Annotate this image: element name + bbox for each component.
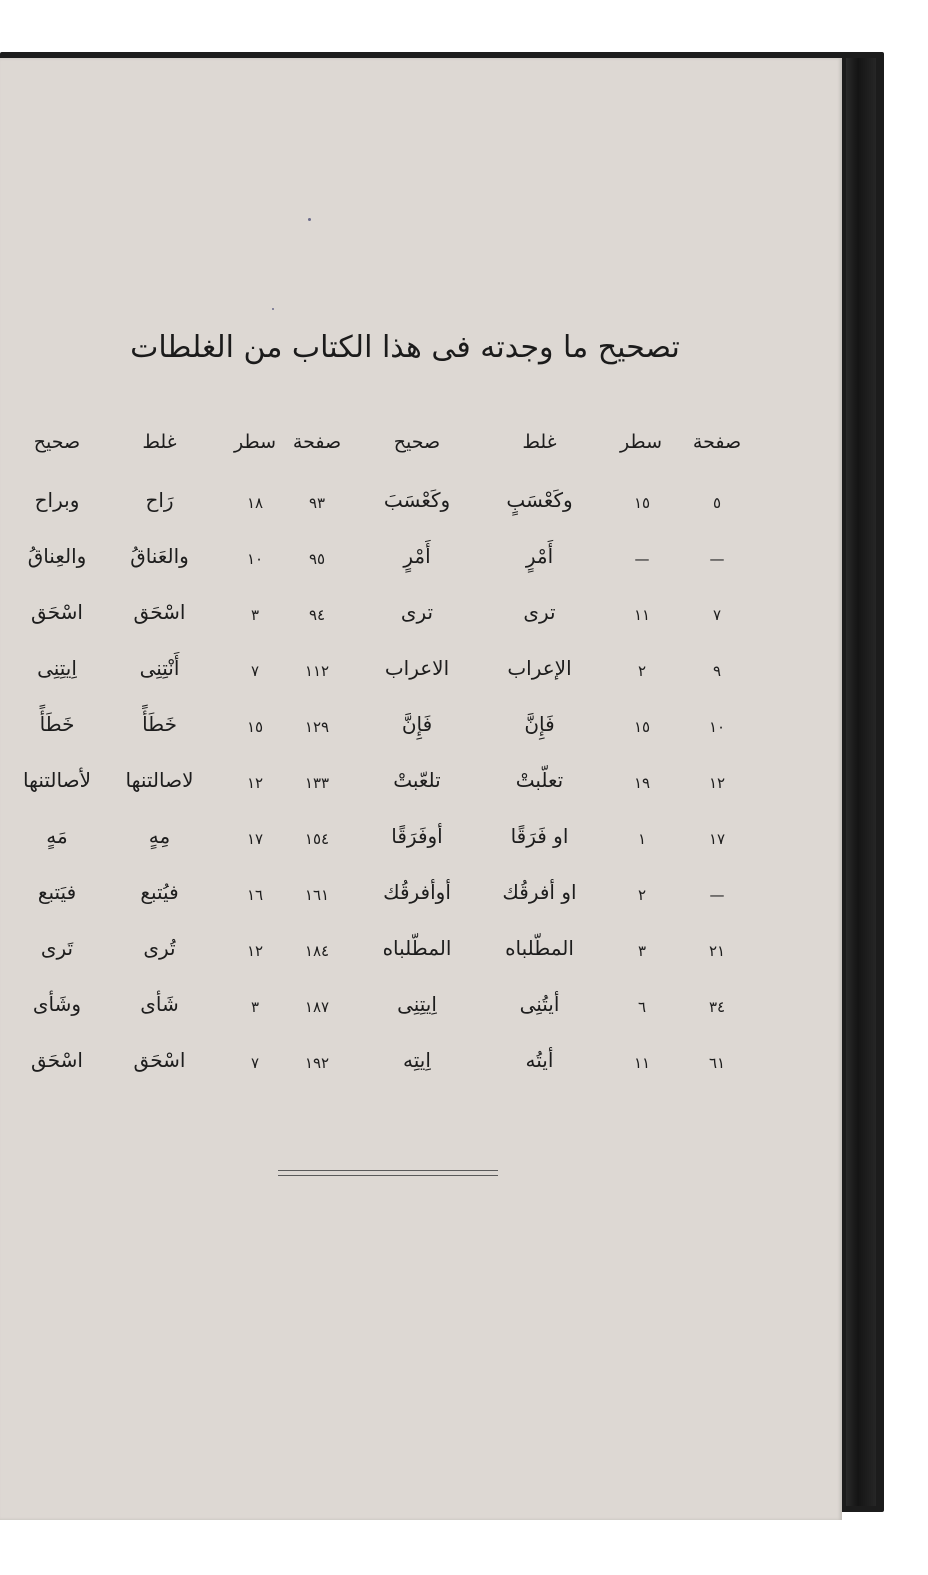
errata-cell-wrong-right: المطّلباه xyxy=(505,936,574,960)
errata-cell-wrong-left: مِهٍ xyxy=(148,824,171,848)
errata-cell-page-right: — xyxy=(709,886,725,904)
errata-cell-wrong-left: اسْحَق xyxy=(133,600,186,624)
errata-cell-page-left: ٩٤ xyxy=(308,606,326,624)
header-correct-left: صحيح xyxy=(33,431,81,453)
errata-table xyxy=(23,418,752,1092)
errata-cell-wrong-right: أيتُه xyxy=(525,1048,554,1072)
errata-cell-correct-left: مَهٍ xyxy=(46,824,68,848)
errata-cell-correct-left: اسْحَق xyxy=(31,1048,83,1072)
errata-cell-line-right: ٦ xyxy=(637,998,647,1016)
errata-cell-correct-right: أوفَرَقًا xyxy=(391,824,443,848)
header-line-left: سطر xyxy=(234,431,276,453)
errata-title-text: تصحيح ما وجدته فى هذا الكتاب من الغلطات xyxy=(130,330,680,365)
errata-cell-line-left: ١٥ xyxy=(246,718,264,736)
errata-cell-correct-right: أوأفرقُك xyxy=(383,880,451,904)
errata-row xyxy=(30,700,752,756)
errata-cell-line-left: ١٠ xyxy=(246,550,264,568)
errata-cell-line-left: ١٢ xyxy=(246,942,264,960)
errata-cell-line-left: ١٧ xyxy=(246,830,264,848)
errata-cell-wrong-left: اسْحَق xyxy=(133,1048,186,1072)
errata-cell-wrong-right: أَمْرٍ xyxy=(525,544,554,568)
errata-row xyxy=(23,756,752,812)
errata-header-row xyxy=(30,418,752,476)
header-line-right: سطر xyxy=(620,431,662,453)
closing-double-rule xyxy=(278,1170,498,1176)
errata-cell-line-right: ١ xyxy=(637,830,647,848)
errata-cell-line-left: ٧ xyxy=(250,662,260,680)
errata-cell-correct-right: الاعراب xyxy=(384,656,450,680)
errata-cell-page-left: ١٩٢ xyxy=(304,1054,330,1072)
header-page-right: صفحة xyxy=(692,431,742,453)
errata-cell-correct-left: فيَتبع xyxy=(37,880,77,904)
errata-cell-line-right: ١٥ xyxy=(633,718,651,736)
errata-cell-correct-left: لأصالتنها xyxy=(23,768,91,792)
errata-cell-page-left: ١١٢ xyxy=(304,662,330,680)
errata-cell-wrong-left: لاصالتنها xyxy=(125,768,194,792)
errata-cell-correct-right: فَإِنَّ xyxy=(401,712,433,736)
errata-cell-page-left: ٩٣ xyxy=(308,494,326,512)
errata-cell-correct-left: وشَأى xyxy=(32,992,82,1016)
errata-cell-line-left: ٣ xyxy=(250,606,260,624)
errata-cell-page-right: ١٠ xyxy=(708,718,726,736)
errata-cell-correct-right: اِيتِه xyxy=(403,1048,431,1072)
errata-cell-line-left: ١٨ xyxy=(246,494,264,512)
book-spine-edge xyxy=(846,58,876,1506)
errata-cell-correct-left: اِيتِنِى xyxy=(37,656,77,680)
errata-cell-correct-right: تلعّبتْ xyxy=(393,768,441,792)
errata-cell-correct-right: ترى xyxy=(400,600,434,624)
errata-cell-line-left: ١٢ xyxy=(246,774,264,792)
errata-row xyxy=(27,532,752,588)
errata-cell-wrong-right: وكَعْسَبٍ xyxy=(506,488,573,512)
errata-cell-wrong-left: والعَناقُ xyxy=(130,544,189,568)
errata-cell-correct-right: أَمْرٍ xyxy=(403,544,431,568)
errata-cell-line-right: ٢ xyxy=(637,886,647,904)
errata-cell-wrong-left: فيُتبع xyxy=(140,880,179,904)
errata-cell-wrong-left: رَاح xyxy=(145,488,174,512)
errata-row xyxy=(30,812,752,868)
errata-cell-correct-right: وكَعْسَبَ xyxy=(383,488,451,512)
errata-row xyxy=(30,1036,752,1092)
errata-cell-line-right: ٢ xyxy=(637,662,647,680)
errata-cell-wrong-left: أَنْتِنِى xyxy=(139,656,180,680)
header-wrong-left: غلط xyxy=(142,431,177,453)
errata-cell-correct-left: اسْحَق xyxy=(31,600,83,624)
errata-cell-wrong-right: او فَرَقًا xyxy=(510,824,569,848)
errata-cell-correct-left: وبراح xyxy=(34,488,80,512)
errata-cell-page-left: ١٨٧ xyxy=(304,998,330,1016)
errata-cell-page-left: ١٢٩ xyxy=(304,718,330,736)
page-speck xyxy=(308,218,311,221)
errata-cell-wrong-left: خَطَأً xyxy=(142,712,177,736)
errata-cell-correct-right: اِيتِنِى xyxy=(397,992,437,1016)
errata-row xyxy=(30,868,752,924)
errata-row xyxy=(30,644,752,700)
errata-cell-line-left: ٣ xyxy=(250,998,260,1016)
page-speck xyxy=(272,308,274,310)
errata-row xyxy=(30,924,752,980)
errata-title xyxy=(0,330,790,365)
errata-row xyxy=(30,476,752,532)
errata-cell-page-right: ٩ xyxy=(712,662,722,680)
errata-row xyxy=(30,588,752,644)
errata-cell-wrong-right: الإعراب xyxy=(507,656,572,680)
errata-cell-line-right: ١٥ xyxy=(633,494,651,512)
errata-cell-line-right: ١٩ xyxy=(633,774,651,792)
errata-cell-page-right: ١٧ xyxy=(708,830,726,848)
errata-cell-page-right: ١٢ xyxy=(708,774,726,792)
errata-cell-page-left: ٩٥ xyxy=(308,550,326,568)
errata-cell-correct-left: تَرى xyxy=(40,936,74,960)
errata-cell-line-left: ٧ xyxy=(250,1054,260,1072)
header-correct-right: صحيح xyxy=(393,431,441,453)
errata-cell-wrong-right: او أفرقُك xyxy=(502,880,577,904)
errata-cell-page-left: ١٨٤ xyxy=(304,942,330,960)
errata-cell-correct-left: والعِناقُ xyxy=(27,544,87,568)
errata-cell-page-right: ٢١ xyxy=(708,942,726,960)
errata-cell-page-right: — xyxy=(709,550,725,568)
errata-row xyxy=(30,980,752,1036)
errata-cell-wrong-left: تُرى xyxy=(143,936,176,960)
errata-cell-page-right: ٥ xyxy=(712,494,722,512)
header-page-left: صفحة xyxy=(292,431,342,453)
errata-cell-correct-right: المطّلباه xyxy=(382,936,452,960)
errata-cell-page-right: ٧ xyxy=(712,606,722,624)
errata-cell-wrong-right: ترى xyxy=(523,600,556,624)
errata-cell-wrong-right: أيتُنِى xyxy=(519,992,560,1016)
errata-cell-page-right: ٣٤ xyxy=(708,998,726,1016)
errata-cell-line-right: ١١ xyxy=(633,606,651,624)
errata-cell-correct-left: خَطَأً xyxy=(39,712,75,736)
errata-cell-line-right: ١١ xyxy=(633,1054,651,1072)
errata-cell-page-left: ١٥٤ xyxy=(304,830,330,848)
header-wrong-right: غلط xyxy=(522,431,557,453)
errata-cell-page-left: ١٣٣ xyxy=(304,774,330,792)
errata-cell-line-right: — xyxy=(634,550,650,568)
errata-cell-wrong-right: فَإِنَّ xyxy=(524,712,555,736)
errata-cell-line-left: ١٦ xyxy=(246,886,264,904)
errata-cell-page-left: ١٦١ xyxy=(304,886,330,904)
errata-cell-wrong-right: تعلّبتْ xyxy=(515,768,564,792)
errata-cell-line-right: ٣ xyxy=(637,942,647,960)
errata-cell-page-right: ٦١ xyxy=(708,1054,726,1072)
errata-cell-wrong-left: شَأى xyxy=(140,992,179,1016)
